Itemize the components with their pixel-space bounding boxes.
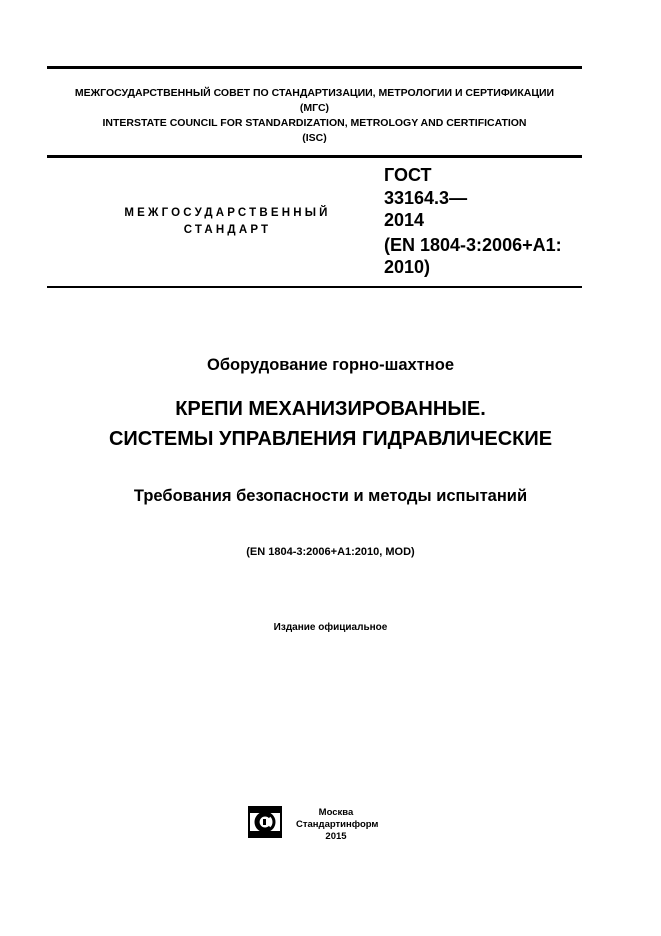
gost-en-ref-2: 2010): [384, 257, 431, 277]
equivalence-ref: (EN 1804-3:2006+A1:2010, MOD): [246, 546, 415, 558]
subtitle: Требования безопасности и методы испытаний: [133, 487, 528, 505]
publisher-city: Москва: [318, 807, 354, 818]
gost-number: 33164.3—: [384, 188, 468, 208]
publisher-year: 2015: [325, 831, 347, 842]
group-title: Оборудование горно-шахтное: [206, 356, 455, 374]
council-name-en: INTERSTATE COUNCIL FOR STANDARDIZATION, METROLOGY AND CERTIFICATION: [102, 117, 527, 129]
edition-label: Издание официальное: [273, 622, 388, 633]
council-abbr-ru: (МГС): [299, 102, 330, 114]
designation-rule: [47, 286, 582, 288]
standartinform-logo-icon: [248, 806, 282, 838]
council-name-ru: МЕЖГОСУДАРСТВЕННЫЙ СОВЕТ ПО СТАНДАРТИЗАЦИИ, МЕТРОЛОГИИ И СЕРТИФИКАЦИИ: [74, 87, 555, 99]
publisher-name: Стандартинформ: [296, 819, 379, 830]
gost-label: ГОСТ: [384, 165, 432, 185]
main-title-line2: СИСТЕМЫ УПРАВЛЕНИЯ ГИДРАВЛИЧЕСКИЕ: [108, 428, 553, 450]
council-abbr-en: (ISC): [302, 132, 327, 144]
top-rule: [47, 66, 582, 69]
main-title-line1: КРЕПИ МЕХАНИЗИРОВАННЫЕ.: [175, 398, 486, 420]
gost-year: 2014: [384, 210, 425, 230]
gost-en-ref-1: (EN 1804-3:2006+A1:: [384, 235, 562, 255]
standard-type-line2: СТАНДАРТ: [183, 224, 272, 236]
council-rule: [47, 155, 582, 158]
standard-type-line1: МЕЖГОСУДАРСТВЕННЫЙ: [124, 207, 331, 219]
